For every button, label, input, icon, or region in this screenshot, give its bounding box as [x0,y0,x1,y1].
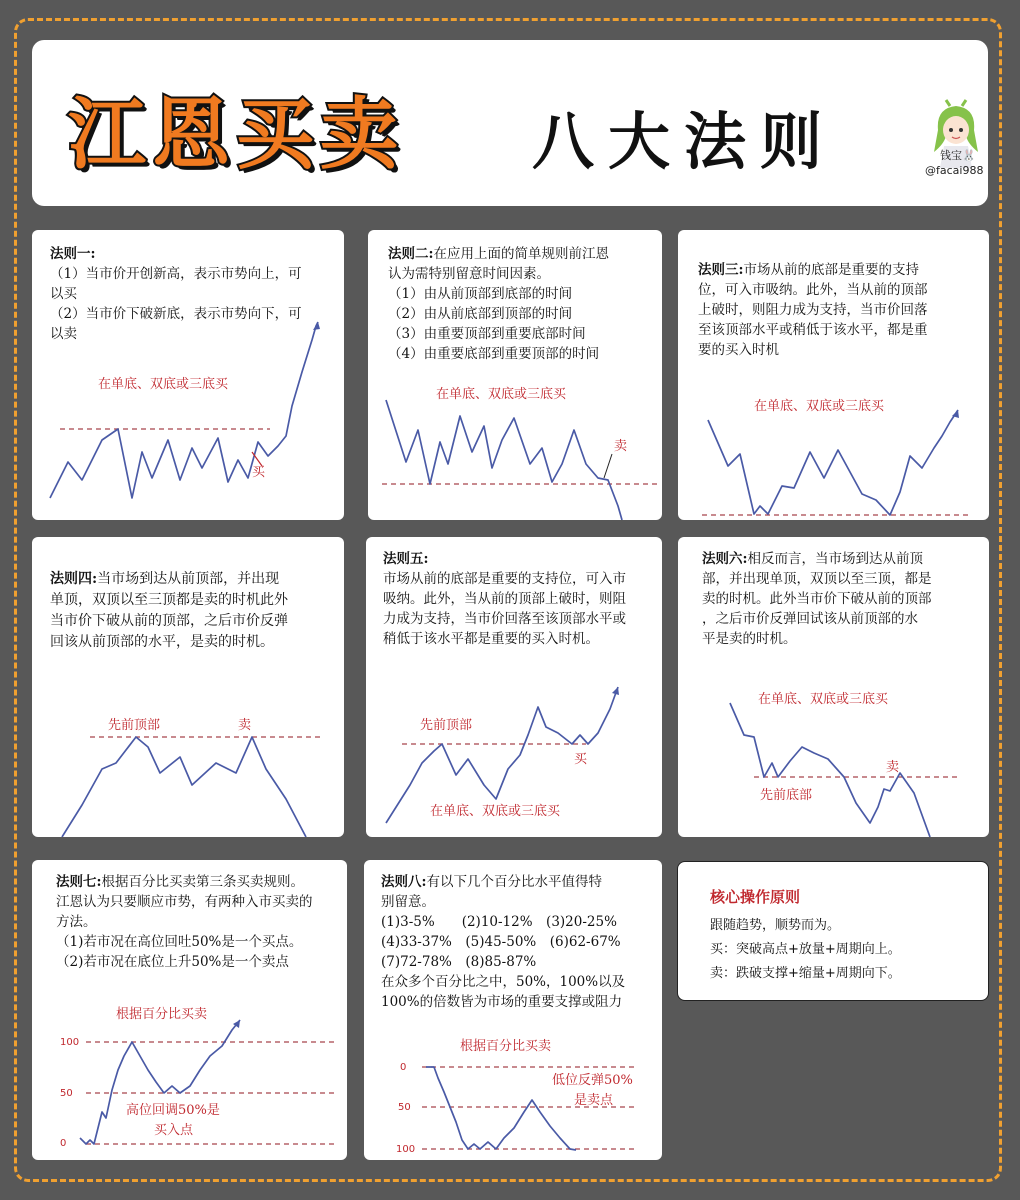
rule-text: 别留意。 [381,894,435,910]
chart-label-top: 在单底、双底或三底买 [436,387,567,402]
rule-title: 法则八: [381,874,427,890]
rule-text: （2）由从前底部到顶部的时间 [388,306,573,322]
rule-card-6 [678,537,989,837]
rule-card-8 [364,860,662,1160]
core-line: 买：突破高点+放量+周期向上。 [710,942,901,957]
arrow-head-icon [612,687,619,695]
chart-label-mid: 买入点 [154,1123,194,1138]
price-curve [386,400,622,520]
rule-card-3 [678,230,989,520]
tick-label: 100 [396,1144,416,1155]
pointer-line [604,454,612,478]
rule-text: (7)72-78% (8)85-87% [381,954,537,970]
rule-text: 以卖 [50,326,77,342]
chart-label-top: 在单底、双底或三底买 [98,377,229,392]
price-curve [62,737,306,837]
rule-text: （2)若市况在底位上升50%是一个卖点 [56,954,289,970]
rule-text: (4)33-37% (5)45-50% (6)62-67% [381,934,621,950]
sub-title: 八大法则 [532,105,837,178]
chart-label-top: 根据百分比买卖 [460,1039,552,1054]
chart-label-left: 先前顶部 [108,718,161,733]
rule-text: 江恩认为只要顺应市势，有两种入市买卖的 [56,894,313,910]
rule-text: 回该从前顶部的水平，是卖的时机。 [50,634,274,650]
rule-title: 法则一: [50,246,96,262]
main-title: 江恩买卖 [68,90,405,180]
rule-title: 法则二: [388,246,434,262]
chart-label-mid: 低位反弹50% [552,1073,633,1088]
rule-text: （1）由从前顶部到底部的时间 [388,286,573,302]
core-line: 卖：跌破支撑+缩量+周期向下。 [710,966,901,981]
rule-text: （1）当市价开创新高，表示市势向上，可 [50,266,302,282]
rule-card-2 [368,230,662,520]
rule-text: 位，可入市吸纳。此外，当从前的顶部 [698,282,928,298]
chart-label-left: 先前顶部 [420,718,473,733]
rule-chart-5 [366,537,662,837]
rule-card-1 [32,230,344,520]
chart-label-action: 买 [252,465,266,480]
price-curve [730,703,930,837]
rule-text: 认为需特别留意时间因素。 [388,266,550,282]
author-handle: @facai988 [925,164,984,177]
rule-card-5 [366,537,662,837]
rule-text: （4）由重要底部到重要顶部的时间 [388,346,600,362]
rule-text: 以买 [50,286,77,302]
core-principles-box [677,861,989,1001]
rule-text: 单顶，双顶以至三顶都是卖的时机此外 [50,592,288,608]
rule-text: 上破时，则阻力成为支持，当市价回落 [698,302,928,318]
chart-label-mid: 是卖点 [574,1093,614,1108]
chart-label-bottom: 在单底、双底或三底买 [430,804,561,819]
rule-text: 方法。 [56,914,97,930]
tick-label: 0 [60,1138,67,1149]
rule-text: （1)若市况在高位回吐50%是一个买点。 [56,934,303,950]
rule-chart-1 [32,230,344,520]
rule-chart-3 [678,230,989,520]
rule-title: 法则三: [698,262,744,278]
author-name: 钱宝🐰 [940,149,976,162]
rule-text: 当市场到达从前顶部，并出现 [97,571,280,587]
rule-text: 至该顶部水平或稍低于该水平，都是重 [698,322,928,338]
rule-text: 当市价下破从前的顶部，之后市价反弹 [50,613,288,629]
rule-text: 在应用上面的简单规则前江恩 [433,246,609,262]
price-curve [50,322,318,498]
rule-text: 根据百分比买卖第三条买卖规则。 [101,874,304,890]
tick-label: 0 [400,1062,407,1073]
price-curve [708,410,958,515]
rule-card-4 [32,537,344,837]
rule-title: 法则五: [383,551,429,567]
rule-title: 法则四: [50,571,98,587]
core-line: 跟随趋势，顺势而为。 [710,918,841,933]
rule-text: （2）当市价下破新底，表示市势向下，可 [50,306,302,322]
rule-text: （3）由重要顶部到重要底部时间 [388,326,586,342]
rule-chart-4 [32,537,344,837]
rule-text: (1)3-5% (2)10-12% (3)20-25% [381,914,617,930]
core-title: 核心操作原则 [710,888,801,906]
chart-label-action: 卖 [614,439,628,454]
rule-text: 稍低于该水平都是重要的买入时机。 [383,631,599,647]
rule-text: 卖的时机。此外当市价下破从前的顶部 [702,591,932,607]
rule-text: 力成为支持，当市价回落至该顶部水平或 [383,611,626,627]
chart-label-action: 卖 [238,718,252,733]
tick-label: 50 [60,1088,73,1099]
chart-label-top: 在单底、双底或三底买 [758,692,889,707]
rule-text: 要的买入时机 [698,342,779,358]
rule-card-7 [32,860,347,1160]
rule-text: 100%的倍数皆为市场的重要支撑或阻力 [381,994,623,1010]
rule-text: 有以下几个百分比水平值得特 [426,874,602,890]
chart-label-bottom: 先前底部 [760,788,813,803]
tick-label: 50 [398,1102,411,1113]
rule-chart-7 [32,860,347,1160]
chart-label-action: 卖 [886,760,900,775]
chart-label-action: 买 [574,752,588,767]
tick-label: 100 [60,1037,80,1048]
rule-chart-6 [678,537,989,837]
rule-text: 吸纳。此外，当从前的顶部上破时，则阻 [383,591,626,607]
header-banner [32,40,988,206]
rule-text: 部，并出现单顶，双顶以至三顶，都是 [702,571,932,587]
rule-text: ，之后市价反弹回试该从前顶部的水 [702,611,918,627]
rule-text: 市场从前的底部是重要的支持 [743,262,919,278]
rule-title: 法则六: [702,551,748,567]
chart-label-mid: 高位回调50%是 [126,1103,220,1118]
rule-text: 相反而言，当市场到达从前顶 [747,551,923,567]
rule-chart-8 [364,860,662,1160]
rule-text: 市场从前的底部是重要的支持位，可入市 [383,571,626,587]
rule-text: 平是卖的时机。 [702,631,797,647]
chart-label-top: 根据百分比买卖 [116,1007,208,1022]
rule-text: 在众多个百分比之中，50%，100%以及 [381,974,626,990]
rule-title: 法则七: [56,874,102,890]
rule-chart-2 [368,230,662,520]
chart-label-top: 在单底、双底或三底买 [754,399,885,414]
